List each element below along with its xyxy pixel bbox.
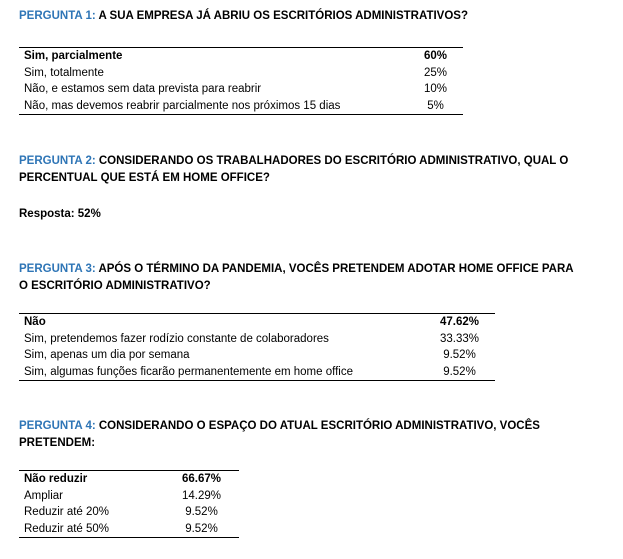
option-value: 33.33%: [439, 332, 479, 345]
question-2-answer: Resposta: 52%: [19, 208, 101, 220]
question-2-heading: [19, 153, 568, 187]
option-value: 5%: [403, 98, 463, 115]
question-3-text-line1: APÓS O TÉRMINO DA PANDEMIA, VOCÊS PRETENDEM ADOTAR HOME OFFICE PARA: [98, 263, 574, 275]
table-row: [19, 65, 463, 82]
question-1-heading: [19, 8, 468, 25]
option-label: Não, e estamos sem data prevista para reabrir: [24, 83, 262, 95]
question-3-heading: [19, 261, 574, 295]
table-row: [19, 98, 463, 115]
question-4-text-line1: CONSIDERANDO O ESPAÇO DO ATUAL ESCRITÓRIO ADMINISTRATIVO, VOCÊS: [98, 420, 540, 432]
question-1-text: A SUA EMPRESA JÁ ABRIU OS ESCRITÓRIOS ADMINISTRATIVOS?: [98, 10, 468, 22]
option-value: 9.52%: [443, 349, 476, 361]
option-label: Não reduzir: [19, 471, 159, 488]
option-label: Sim, parcialmente: [19, 48, 403, 65]
option-label: Não: [19, 314, 419, 331]
question-1-table: [19, 47, 463, 115]
question-3-text-line2: O ESCRITÓRIO ADMINISTRATIVO?: [19, 280, 211, 292]
question-1-label: PERGUNTA 1:: [19, 10, 96, 22]
option-label: Sim, algumas funções ficarão permanentemente em home office: [19, 364, 419, 381]
question-2-text-line1: CONSIDERANDO OS TRABALHADORES DO ESCRITÓRIO ADMINISTRATIVO, QUAL O: [98, 155, 569, 167]
table-row: [19, 504, 239, 521]
option-value: 47.62%: [419, 314, 495, 331]
question-3-table: [19, 313, 495, 381]
option-value: 66.67%: [159, 471, 239, 488]
option-value: 10%: [423, 83, 448, 95]
question-4-label: PERGUNTA 4:: [19, 420, 96, 432]
option-value: 14.29%: [181, 489, 221, 502]
question-4-heading: [19, 418, 540, 452]
option-label: Reduzir até 20%: [24, 506, 110, 518]
table-row: [19, 48, 463, 65]
question-4-table: [19, 470, 239, 538]
option-value: 25%: [423, 66, 448, 79]
table-row: [19, 331, 495, 348]
table-row: [19, 81, 463, 98]
table-row: [19, 364, 495, 381]
table-row: [19, 314, 495, 331]
option-value: 9.52%: [185, 506, 218, 518]
option-label: Sim, pretendemos fazer rodízio constante de colaboradores: [24, 332, 329, 345]
question-2-label: PERGUNTA 2:: [19, 155, 96, 167]
option-label: Reduzir até 50%: [19, 521, 159, 538]
option-value: 60%: [403, 48, 463, 65]
table-row: [19, 471, 239, 488]
option-label: Não, mas devemos reabrir parcialmente nos próximos 15 dias: [19, 98, 403, 115]
option-label: Sim, apenas um dia por semana: [24, 349, 190, 361]
option-label: Sim, totalmente: [24, 66, 104, 79]
question-4-text-line2: PRETENDEM:: [19, 437, 96, 449]
option-value: 9.52%: [159, 521, 239, 538]
question-3-label: PERGUNTA 3:: [19, 263, 96, 275]
question-2-text-line2: PERCENTUAL QUE ESTÁ EM HOME OFFICE?: [19, 172, 270, 184]
option-value: 9.52%: [419, 364, 495, 381]
table-row: [19, 521, 239, 538]
table-row: [19, 347, 495, 364]
option-label: Ampliar: [24, 489, 63, 502]
table-row: [19, 488, 239, 505]
